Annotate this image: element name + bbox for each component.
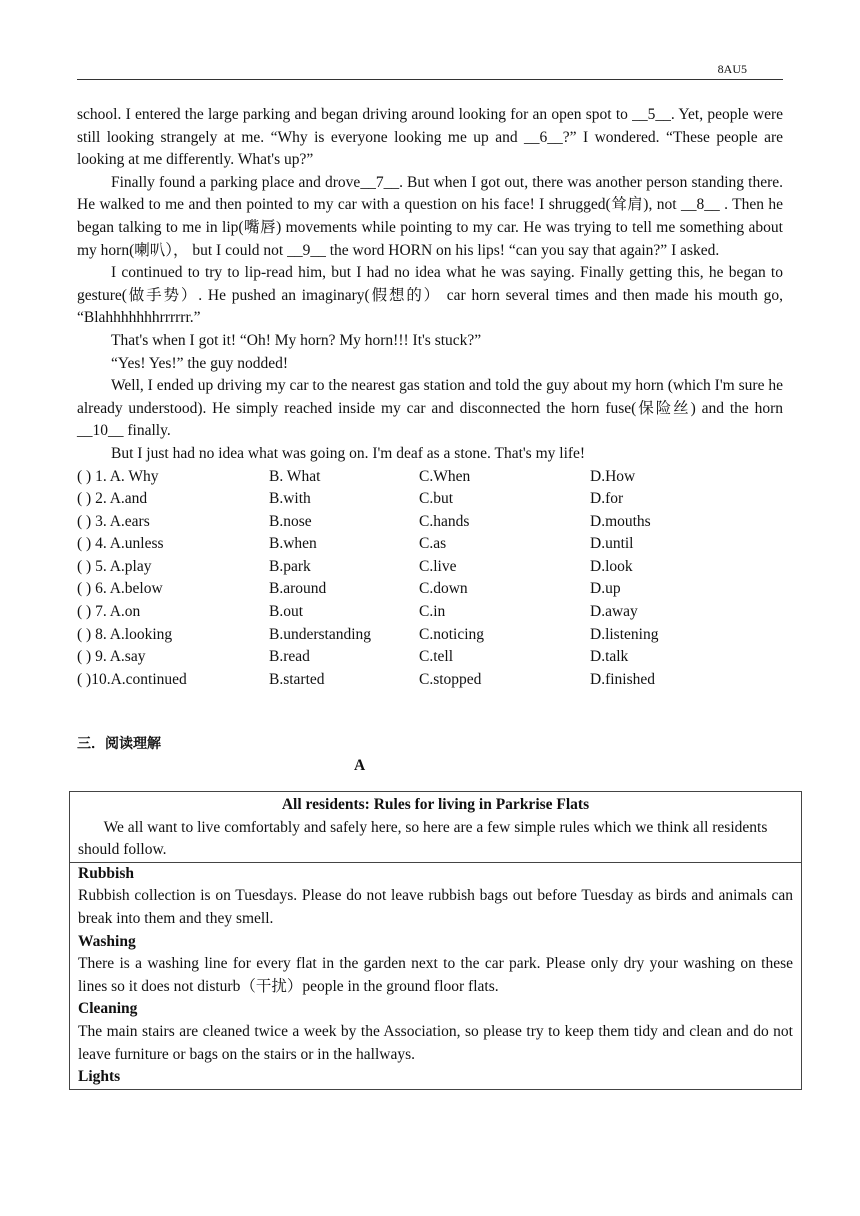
option-b: B.with xyxy=(269,490,311,508)
question-row xyxy=(77,466,783,489)
option-b: B.nose xyxy=(269,512,312,530)
option-a: ( ) 2. A.and xyxy=(77,490,148,508)
passage-paragraph: school. I entered the large parking and began driving around looking for an open spot to __5__. Yet, people were still looking strangely at me. “Why is everyone looking me up and __6__?” I wondered. “These people are looking at me differently. What's up?” xyxy=(77,106,783,169)
passage-paragraph: Well, I ended up driving my car to the nearest gas station and told the guy about my horn (which I'm sure he already understood). He simply reached inside my car and disconnected the horn fuse(保险丝) and the horn __10__ finally. xyxy=(77,377,783,440)
option-c: C.but xyxy=(419,490,454,508)
notice-intro: We all want to live comfortably and safely here, so here are a few simple rules which we think all residents xyxy=(103,818,768,836)
passage-label: A xyxy=(354,757,366,774)
rule-heading: Cleaning xyxy=(78,1000,138,1018)
option-b: B.read xyxy=(269,648,310,666)
passage-paragraph: Finally found a parking place and drove__7__. But when I got out, there was another person standing there. He walked to me and then pointed to my car with a question on his face! I shrugged(耸肩), not __8__ . Then he began talking to me in lip(嘴唇) movements while pointing to my car. He was trying to tell me something about my horn(喇叭）， but I could not __9__ the word HORN on his lips! “can you say that again?” I asked. xyxy=(77,173,783,259)
option-b: B.understanding xyxy=(269,625,372,643)
option-a: ( ) 9. A.say xyxy=(77,648,146,666)
rule-heading: Lights xyxy=(78,1068,121,1086)
option-c: C.When xyxy=(419,467,471,485)
option-b: B.park xyxy=(269,557,311,575)
option-c: C.hands xyxy=(419,512,470,530)
question-row xyxy=(77,601,783,624)
option-a: ( ) 1. A. Why xyxy=(77,467,159,485)
option-c: C.tell xyxy=(419,648,454,666)
passage-paragraph: I continued to try to lip-read him, but I had no idea what he was saying. Finally getting this, he began to gesture(做手势）. He pushed an imaginary(假想的） car horn several times and then made his mouth go, “Blahhhhhhhrrrrrr.” xyxy=(77,264,783,327)
passage-paragraph: But I just had no idea what was going on. I'm deaf as a stone. That's my life! xyxy=(111,444,586,462)
passage-body xyxy=(77,104,783,691)
section-title: 三．阅读理解 xyxy=(77,736,161,752)
option-a: ( ) 6. A.below xyxy=(77,580,163,598)
question-row xyxy=(77,578,783,601)
notice-header xyxy=(70,792,801,863)
option-d: D.until xyxy=(590,535,634,553)
option-b: B.when xyxy=(269,535,317,553)
option-d: D.listening xyxy=(590,625,659,643)
option-a: ( ) 5. A.play xyxy=(77,557,152,575)
option-c: C.as xyxy=(419,535,447,553)
option-b: B.started xyxy=(269,670,325,688)
question-row xyxy=(77,556,783,579)
option-c: C.stopped xyxy=(419,670,482,688)
option-a: ( ) 7. A.on xyxy=(77,603,141,621)
question-row xyxy=(77,533,783,556)
rule-text: Rubbish collection is on Tuesdays. Please do not leave rubbish bags out before Tuesday as birds and animals can break into them and they smell. xyxy=(78,887,793,927)
option-c: C.live xyxy=(419,557,457,575)
option-d: D.away xyxy=(590,603,638,621)
rule-text: There is a washing line for every flat in the garden next to the car park. Please only dry your washing on these lines so it does not disturb（干扰）people in the ground floor flats. xyxy=(78,955,793,995)
option-a: ( )10.A.continued xyxy=(77,670,187,688)
option-c: C.down xyxy=(419,580,468,598)
option-d: D.How xyxy=(590,467,636,485)
option-c: C.noticing xyxy=(419,625,485,643)
option-a: ( ) 3. A.ears xyxy=(77,512,150,530)
rule-heading: Washing xyxy=(78,932,136,950)
option-d: D.for xyxy=(590,490,624,508)
option-a: ( ) 4. A.unless xyxy=(77,535,164,553)
option-d: D.finished xyxy=(590,670,656,688)
notice-box xyxy=(69,791,802,1090)
question-row xyxy=(77,624,783,647)
rule-heading: Rubbish xyxy=(78,864,135,882)
option-d: D.mouths xyxy=(590,512,651,530)
question-row xyxy=(77,646,783,669)
rule-text: The main stairs are cleaned twice a week by the Association, so please try to keep them tidy and clean and do not leave furniture or bags on the stairs or in the hallways. xyxy=(78,1022,793,1063)
option-d: D.look xyxy=(590,557,633,575)
page-code: 8AU5 xyxy=(717,62,747,76)
passage-paragraph: “Yes! Yes!” the guy nodded! xyxy=(111,354,289,372)
option-b: B.out xyxy=(269,603,304,621)
notice-rules xyxy=(70,863,801,1089)
notice-intro-tail: should follow. xyxy=(78,841,167,859)
passage-paragraph: That's when I got it! “Oh! My horn? My horn!!! It's stuck?” xyxy=(111,331,482,349)
question-list xyxy=(77,466,783,692)
option-a: ( ) 8. A.looking xyxy=(77,625,173,643)
option-b: B.around xyxy=(269,580,327,598)
option-b: B. What xyxy=(269,467,321,485)
header-rule xyxy=(77,79,783,80)
question-row xyxy=(77,488,783,511)
question-row xyxy=(77,511,783,534)
option-d: D.up xyxy=(590,580,621,598)
notice-title: All residents: Rules for living in Parkrise Flats xyxy=(281,796,590,813)
option-c: C.in xyxy=(419,603,446,621)
question-row xyxy=(77,669,783,692)
option-d: D.talk xyxy=(590,648,629,666)
